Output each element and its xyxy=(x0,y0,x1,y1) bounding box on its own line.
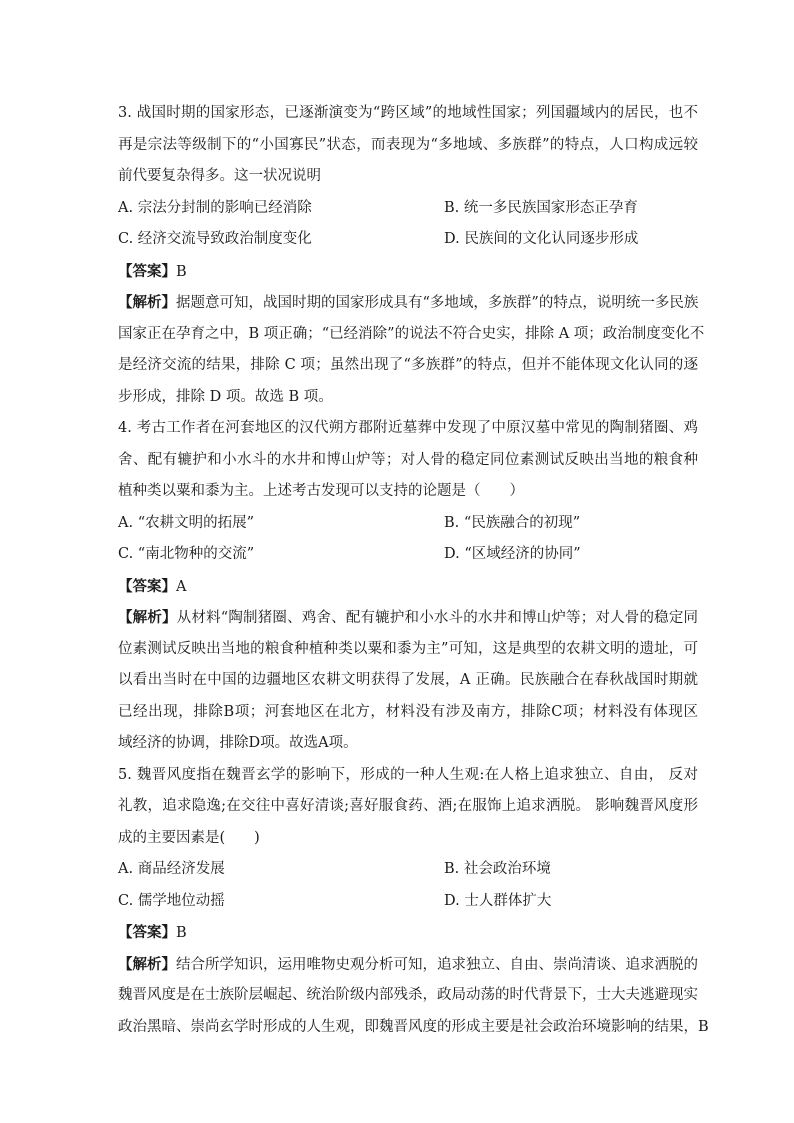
answer-line xyxy=(118,571,698,603)
answer-label: 【答案】 xyxy=(118,262,176,280)
option-c: C. 儒学地位动摇 xyxy=(118,892,225,909)
analysis-line: 域经济的协调，排除D项。故选A项。 xyxy=(118,735,358,751)
option-c: C. 经济交流导致政治制度变化 xyxy=(118,231,312,247)
analysis-line: 魏晋风度是在士族阶层崛起、统治阶级内部残杀，政局动荡的时代背景下，士大夫逃避现实 xyxy=(118,987,698,1003)
answer-line xyxy=(118,917,698,949)
analysis-text: 结合所学知识，运用唯物史观分析可知，追求独立、自由、崇尚清谈、追求洒脱的 xyxy=(176,956,698,973)
question-stem-line: 3. 战国时期的国家形态，已逐渐演变为“跨区域”的地域性国家；列国疆域内的居民，也不 xyxy=(118,105,698,121)
options-row xyxy=(118,224,698,256)
answer-line xyxy=(118,256,698,288)
options-row xyxy=(118,854,698,886)
option-b: B. 社会政治环境 xyxy=(444,861,551,877)
analysis-line: 国家正在孕育之中，B 项正确；“已经消除”的说法不符合史实，排除 A 项；政治制度变化不 xyxy=(118,325,705,342)
analysis-text: 从材料“陶制猪圈、鸡舍、配有辘护和小水斗的水井和博山炉等；对人骨的稳定同 xyxy=(176,610,698,626)
analysis-text: 据题意可知，战国时期的国家形成具有“多地域，多族群”的特点，说明统一多民族 xyxy=(176,295,699,311)
answer-value: A xyxy=(176,578,187,595)
analysis-line xyxy=(118,287,698,319)
analysis-line: 位素测试反映出当地的粮食种植种类以粟和黍为主”可知，这是典型的农耕文明的遗址，可 xyxy=(118,640,698,657)
question-5 xyxy=(118,760,709,1044)
analysis-line: 政治黑暗、崇尚玄学时形成的人生观，即魏晋风度的形成主要是社会政治环境影响的结果，B xyxy=(118,1018,709,1035)
question-stem-line: 成的主要因素是( ) xyxy=(118,829,260,846)
question-stem-line: 植种类以粟和黍为主。上述考古发现可以支持的论题是（ ） xyxy=(118,483,524,499)
question-stem-line: 舍、配有辘护和小水斗的水井和博山炉等；对人骨的稳定同位素测试反映出当地的粮食种 xyxy=(118,451,698,468)
analysis-label: 【解析】 xyxy=(118,294,176,311)
document-page xyxy=(118,98,709,1043)
option-a: A. “农耕文明的拓展” xyxy=(118,514,255,531)
option-b: B. “民族融合的初现” xyxy=(444,514,581,531)
options-row xyxy=(118,508,698,540)
option-d: D. “区域经济的协同” xyxy=(444,546,581,562)
answer-value: B xyxy=(176,263,187,280)
answer-label: 【答案】 xyxy=(118,577,176,595)
analysis-line: 已经出现，排除B项；河套地区在北方，材料没有涉及南方，排除C项；材料没有体现区 xyxy=(118,703,698,720)
options-row xyxy=(118,886,698,918)
answer-value: B xyxy=(176,925,187,941)
question-stem-line: 4. 考古工作者在河套地区的汉代朔方郡附近墓葬中发现了中原汉墓中常见的陶制猪圈、鸡 xyxy=(118,420,698,436)
analysis-line: 是经济交流的结果，排除 C 项；虽然出现了“多族群”的特点，但并不能体现文化认同的逐 xyxy=(118,357,698,373)
analysis-line: 以看出当时在中国的边疆地区农耕文明获得了发展，A 正确。民族融合在春秋战国时期就 xyxy=(118,672,698,688)
option-a: A. 宗法分封制的影响已经消除 xyxy=(118,199,312,216)
options-row xyxy=(118,539,698,571)
analysis-line xyxy=(118,602,698,634)
question-stem-line: 前代要复杂得多。这一状况说明 xyxy=(118,168,321,184)
option-b: B. 统一多民族国家形态正孕育 xyxy=(444,199,638,216)
options-row xyxy=(118,193,698,225)
answer-label: 【答案】 xyxy=(118,924,176,941)
question-stem-line: 再是宗法等级制下的“小国寡民”状态，而表现为“多地域、多族群”的特点，人口构成远较 xyxy=(118,136,698,153)
option-c: C. “南北物种的交流” xyxy=(118,546,255,562)
analysis-line: 步形成，排除 D 项。故选 B 项。 xyxy=(118,388,333,405)
option-d: D. 士人群体扩大 xyxy=(444,892,552,909)
option-d: D. 民族间的文化认同逐步形成 xyxy=(444,231,639,247)
question-stem-line: 5. 魏晋风度指在魏晋玄学的影响下，形成的一种人生观:在人格上追求独立、自由， 反对 xyxy=(118,766,698,783)
question-4 xyxy=(118,413,698,760)
option-a: A. 商品经济发展 xyxy=(118,861,225,877)
analysis-line xyxy=(118,949,698,981)
analysis-label: 【解析】 xyxy=(118,609,177,626)
question-3 xyxy=(118,98,705,413)
question-stem-line: 礼教，追求隐逸;在交往中喜好清谈;喜好服食药、酒;在服饰上追求洒脱。 影响魏晋风度形 xyxy=(118,798,698,814)
analysis-label: 【解析】 xyxy=(118,955,176,973)
